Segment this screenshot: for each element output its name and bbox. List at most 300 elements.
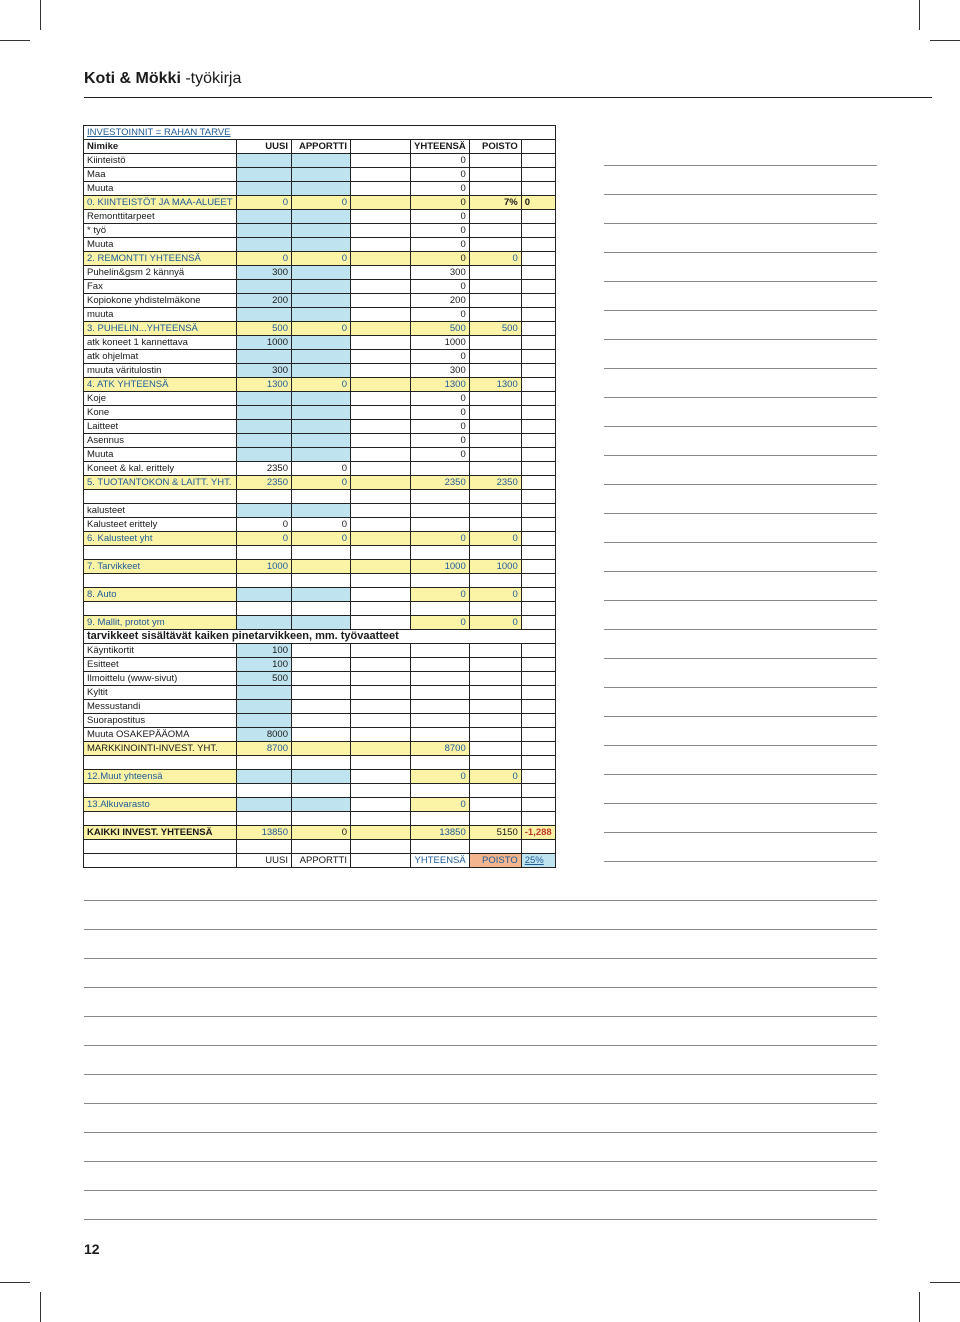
table-cell bbox=[411, 672, 470, 686]
table-row bbox=[84, 826, 556, 840]
table-cell bbox=[469, 238, 521, 252]
table-cell[interactable] bbox=[237, 238, 292, 252]
table-cell: Asennus bbox=[84, 434, 237, 448]
table-cell bbox=[292, 574, 351, 588]
table-cell: 0 bbox=[411, 420, 470, 434]
table-row bbox=[84, 378, 556, 392]
table-cell bbox=[411, 546, 470, 560]
table-row bbox=[84, 336, 556, 350]
table-cell: Muuta bbox=[84, 182, 237, 196]
table-cell[interactable] bbox=[237, 406, 292, 420]
table-cell bbox=[411, 504, 470, 518]
table-cell: 2350 bbox=[411, 476, 470, 490]
table-cell[interactable]: 100 bbox=[237, 644, 292, 658]
table-cell bbox=[469, 182, 521, 196]
table-cell: atk ohjelmat bbox=[84, 350, 237, 364]
table-cell[interactable] bbox=[237, 280, 292, 294]
table-cell[interactable] bbox=[237, 224, 292, 238]
table-cell bbox=[292, 490, 351, 504]
table-cell bbox=[351, 294, 411, 308]
writing-line bbox=[604, 832, 877, 833]
table-cell bbox=[84, 854, 237, 868]
table-cell: 0 bbox=[469, 588, 521, 602]
table-cell[interactable] bbox=[292, 588, 351, 602]
table-cell bbox=[292, 546, 351, 560]
table-cell[interactable] bbox=[292, 504, 351, 518]
crop-mark bbox=[919, 0, 920, 30]
table-cell bbox=[351, 742, 411, 756]
table-row bbox=[84, 210, 556, 224]
table-cell bbox=[469, 392, 521, 406]
table-row bbox=[84, 182, 556, 196]
table-cell bbox=[411, 462, 470, 476]
table-cell: 4. ATK YHTEENSÄ bbox=[84, 378, 237, 392]
table-cell bbox=[84, 602, 237, 616]
table-cell bbox=[351, 714, 411, 728]
table-cell bbox=[351, 476, 411, 490]
table-cell: 0 bbox=[411, 238, 470, 252]
table-cell[interactable] bbox=[292, 616, 351, 630]
writing-line bbox=[604, 542, 877, 543]
table-cell[interactable] bbox=[237, 420, 292, 434]
table-cell[interactable] bbox=[292, 182, 351, 196]
table-cell[interactable] bbox=[237, 350, 292, 364]
page-number: 12 bbox=[84, 1241, 100, 1257]
table-cell bbox=[521, 588, 555, 602]
table-cell bbox=[292, 728, 351, 742]
table-cell: 0 bbox=[411, 434, 470, 448]
table-cell bbox=[84, 574, 237, 588]
table-row bbox=[84, 756, 556, 770]
writing-line bbox=[604, 252, 877, 253]
writing-line bbox=[604, 600, 877, 601]
table-cell: 300 bbox=[411, 266, 470, 280]
table-cell[interactable] bbox=[237, 686, 292, 700]
table-cell[interactable] bbox=[292, 336, 351, 350]
writing-line bbox=[604, 165, 877, 166]
table-cell: 0 bbox=[411, 448, 470, 462]
table-cell[interactable] bbox=[237, 392, 292, 406]
table-cell: Kyltit bbox=[84, 686, 237, 700]
table-cell bbox=[351, 672, 411, 686]
writing-line bbox=[604, 194, 877, 195]
table-cell[interactable] bbox=[292, 420, 351, 434]
table-cell: 0 bbox=[292, 518, 351, 532]
table-cell bbox=[351, 140, 411, 154]
table-cell bbox=[351, 560, 411, 574]
table-row bbox=[84, 518, 556, 532]
table-cell: Nimike bbox=[84, 140, 237, 154]
writing-line bbox=[604, 629, 877, 630]
table-row bbox=[84, 644, 556, 658]
table-cell bbox=[521, 770, 555, 784]
table-cell bbox=[469, 602, 521, 616]
table-cell bbox=[84, 784, 237, 798]
table-cell[interactable] bbox=[237, 448, 292, 462]
table-cell: Kiinteistö bbox=[84, 154, 237, 168]
table-cell bbox=[469, 266, 521, 280]
table-cell: Ilmoittelu (www-sivut) bbox=[84, 672, 237, 686]
table-cell bbox=[351, 784, 411, 798]
table-cell: * työ bbox=[84, 224, 237, 238]
table-cell: Laitteet bbox=[84, 420, 237, 434]
table-cell: 1000 bbox=[411, 336, 470, 350]
writing-line bbox=[604, 803, 877, 804]
table-row bbox=[84, 252, 556, 266]
table-cell[interactable] bbox=[292, 238, 351, 252]
table-cell bbox=[521, 686, 555, 700]
table-cell: Muuta OSAKEPÄÄOMA bbox=[84, 728, 237, 742]
table-row bbox=[84, 434, 556, 448]
table-cell[interactable] bbox=[292, 406, 351, 420]
table-row bbox=[84, 714, 556, 728]
table-cell: 0 bbox=[521, 196, 555, 210]
table-cell bbox=[351, 546, 411, 560]
table-cell bbox=[411, 602, 470, 616]
table-row bbox=[84, 840, 556, 854]
table-cell: KAIKKI INVEST. YHTEENSÄ bbox=[84, 826, 237, 840]
table-cell bbox=[469, 420, 521, 434]
table-cell bbox=[351, 644, 411, 658]
table-cell bbox=[292, 756, 351, 770]
table-cell[interactable]: 500 bbox=[237, 672, 292, 686]
table-row bbox=[84, 238, 556, 252]
table-cell bbox=[237, 812, 292, 826]
table-cell: Esitteet bbox=[84, 658, 237, 672]
table-cell bbox=[351, 154, 411, 168]
table-cell bbox=[521, 728, 555, 742]
table-cell[interactable] bbox=[237, 616, 292, 630]
table-cell bbox=[351, 238, 411, 252]
table-cell: UUSI bbox=[237, 140, 292, 154]
table-cell bbox=[469, 728, 521, 742]
table-cell: 13.Alkuvarasto bbox=[84, 798, 237, 812]
table-cell bbox=[469, 700, 521, 714]
table-cell: Koneet & kal. erittely bbox=[84, 462, 237, 476]
table-cell: 0 bbox=[292, 252, 351, 266]
table-cell[interactable] bbox=[292, 224, 351, 238]
table-row bbox=[84, 560, 556, 574]
table-cell bbox=[469, 168, 521, 182]
crop-mark bbox=[40, 1292, 41, 1322]
table-cell bbox=[469, 406, 521, 420]
table-cell: 2350 bbox=[469, 476, 521, 490]
table-cell[interactable] bbox=[292, 280, 351, 294]
table-cell bbox=[521, 840, 555, 854]
table-cell: 0 bbox=[411, 588, 470, 602]
table-cell bbox=[521, 280, 555, 294]
table-cell bbox=[469, 784, 521, 798]
table-cell: 0 bbox=[411, 770, 470, 784]
table-cell[interactable] bbox=[237, 770, 292, 784]
table-cell bbox=[292, 644, 351, 658]
writing-line bbox=[84, 1219, 877, 1220]
table-cell: Suorapostitus bbox=[84, 714, 237, 728]
table-cell[interactable] bbox=[237, 714, 292, 728]
table-cell bbox=[469, 714, 521, 728]
table-cell bbox=[521, 798, 555, 812]
table-cell[interactable] bbox=[292, 448, 351, 462]
table-cell: Kalusteet erittely bbox=[84, 518, 237, 532]
table-cell bbox=[521, 224, 555, 238]
table-cell bbox=[521, 378, 555, 392]
table-cell[interactable] bbox=[237, 434, 292, 448]
writing-line bbox=[604, 571, 877, 572]
table-cell: Maa bbox=[84, 168, 237, 182]
writing-line bbox=[604, 368, 877, 369]
table-cell[interactable]: 300 bbox=[237, 364, 292, 378]
table-cell: 0 bbox=[411, 392, 470, 406]
table-cell[interactable] bbox=[237, 308, 292, 322]
table-cell bbox=[351, 826, 411, 840]
table-cell bbox=[469, 294, 521, 308]
table-cell bbox=[292, 840, 351, 854]
table-cell bbox=[521, 322, 555, 336]
writing-line bbox=[84, 900, 877, 901]
table-cell bbox=[521, 476, 555, 490]
table-row bbox=[84, 308, 556, 322]
table-cell[interactable] bbox=[292, 210, 351, 224]
table-cell bbox=[351, 280, 411, 294]
table-cell bbox=[351, 406, 411, 420]
table-cell bbox=[351, 336, 411, 350]
table-cell: Muuta bbox=[84, 448, 237, 462]
table-cell bbox=[292, 658, 351, 672]
table-cell: 0 bbox=[292, 322, 351, 336]
writing-line bbox=[84, 1190, 877, 1191]
writing-line bbox=[604, 745, 877, 746]
table-cell: 0 bbox=[237, 532, 292, 546]
table-cell[interactable] bbox=[292, 350, 351, 364]
table-cell bbox=[292, 672, 351, 686]
table-cell bbox=[84, 840, 237, 854]
table-row bbox=[84, 616, 556, 630]
table-row bbox=[84, 350, 556, 364]
table-cell bbox=[411, 840, 470, 854]
table-cell[interactable]: 200 bbox=[237, 294, 292, 308]
table-cell bbox=[521, 462, 555, 476]
table-cell: 8. Auto bbox=[84, 588, 237, 602]
table-row bbox=[84, 672, 556, 686]
table-cell bbox=[469, 518, 521, 532]
table-cell: 0 bbox=[469, 532, 521, 546]
writing-line bbox=[84, 987, 877, 988]
title-rule bbox=[84, 97, 932, 98]
writing-line bbox=[604, 484, 877, 485]
table-cell: 0 bbox=[411, 196, 470, 210]
table-cell[interactable]: 25% bbox=[521, 854, 555, 868]
table-cell bbox=[469, 280, 521, 294]
table-cell: APPORTTI bbox=[292, 140, 351, 154]
table-cell[interactable] bbox=[292, 266, 351, 280]
table-cell: 5150 bbox=[469, 826, 521, 840]
table-cell bbox=[521, 294, 555, 308]
table-cell bbox=[469, 462, 521, 476]
table-cell bbox=[237, 602, 292, 616]
table-cell[interactable]: 300 bbox=[237, 266, 292, 280]
table-cell bbox=[469, 504, 521, 518]
table-cell[interactable]: 100 bbox=[237, 658, 292, 672]
table-cell bbox=[469, 672, 521, 686]
table-cell[interactable] bbox=[237, 168, 292, 182]
table-cell bbox=[351, 728, 411, 742]
table-cell[interactable] bbox=[292, 770, 351, 784]
table-cell bbox=[351, 462, 411, 476]
table-cell bbox=[292, 602, 351, 616]
table-cell: 500 bbox=[237, 322, 292, 336]
table-row bbox=[84, 294, 556, 308]
table-row bbox=[84, 168, 556, 182]
table-cell: 0 bbox=[411, 168, 470, 182]
writing-line bbox=[604, 397, 877, 398]
table-cell: 0 bbox=[411, 798, 470, 812]
note-text: tarvikkeet sisältävät kaiken pinetarvikkeen, mm. työvaatteet bbox=[84, 630, 556, 644]
table-cell: Koje bbox=[84, 392, 237, 406]
writing-line bbox=[604, 687, 877, 688]
table-row bbox=[84, 854, 556, 868]
table-cell bbox=[351, 182, 411, 196]
table-cell bbox=[521, 644, 555, 658]
table-row bbox=[84, 490, 556, 504]
table-cell: 0 bbox=[411, 210, 470, 224]
table-cell bbox=[521, 812, 555, 826]
table-cell: 0 bbox=[411, 280, 470, 294]
table-cell bbox=[351, 840, 411, 854]
table-row bbox=[84, 588, 556, 602]
table-cell bbox=[411, 644, 470, 658]
table-cell bbox=[351, 308, 411, 322]
note-row bbox=[84, 630, 556, 644]
writing-line bbox=[84, 1016, 877, 1017]
table-row bbox=[84, 574, 556, 588]
table-cell bbox=[351, 798, 411, 812]
sheet-heading: INVESTOINNIT = RAHAN TARVE bbox=[84, 126, 556, 140]
table-cell bbox=[521, 364, 555, 378]
table-cell: 9. Mallit, protot ym bbox=[84, 616, 237, 630]
table-row bbox=[84, 154, 556, 168]
table-cell bbox=[84, 490, 237, 504]
table-cell[interactable] bbox=[237, 798, 292, 812]
table-cell: UUSI bbox=[237, 854, 292, 868]
table-cell bbox=[469, 686, 521, 700]
table-cell: 1000 bbox=[469, 560, 521, 574]
table-cell: 0 bbox=[469, 770, 521, 784]
writing-line bbox=[604, 455, 877, 456]
table-row bbox=[84, 812, 556, 826]
table-cell: 0 bbox=[469, 252, 521, 266]
table-cell: 0 bbox=[292, 196, 351, 210]
writing-line bbox=[84, 1161, 877, 1162]
table-cell: 8700 bbox=[411, 742, 470, 756]
table-cell bbox=[521, 238, 555, 252]
table-cell bbox=[237, 490, 292, 504]
table-row bbox=[84, 700, 556, 714]
table-cell[interactable] bbox=[292, 168, 351, 182]
table-row bbox=[84, 448, 556, 462]
table-cell bbox=[351, 812, 411, 826]
investment-sheet bbox=[83, 125, 556, 868]
writing-line bbox=[84, 1045, 877, 1046]
table-cell: Puhelin&gsm 2 kännyä bbox=[84, 266, 237, 280]
table-cell[interactable]: 8000 bbox=[237, 728, 292, 742]
table-cell: 0 bbox=[292, 378, 351, 392]
table-cell bbox=[351, 392, 411, 406]
table-cell: 2. REMONTTI YHTEENSÄ bbox=[84, 252, 237, 266]
table-cell bbox=[469, 448, 521, 462]
table-cell: 0 bbox=[411, 224, 470, 238]
table-cell[interactable] bbox=[292, 308, 351, 322]
table-cell bbox=[351, 686, 411, 700]
writing-line bbox=[84, 1132, 877, 1133]
table-cell bbox=[469, 840, 521, 854]
table-cell[interactable] bbox=[292, 434, 351, 448]
table-cell bbox=[469, 742, 521, 756]
writing-line bbox=[604, 426, 877, 427]
page-title: Koti & Mökki -työkirja bbox=[84, 70, 242, 87]
table-cell[interactable] bbox=[237, 504, 292, 518]
table-cell: 3. PUHELIN...YHTEENSÄ bbox=[84, 322, 237, 336]
table-cell[interactable] bbox=[292, 154, 351, 168]
table-cell bbox=[411, 700, 470, 714]
table-cell bbox=[521, 518, 555, 532]
table-cell bbox=[237, 784, 292, 798]
table-row bbox=[84, 280, 556, 294]
table-cell: 0 bbox=[411, 532, 470, 546]
table-cell bbox=[351, 434, 411, 448]
table-cell bbox=[351, 252, 411, 266]
table-cell bbox=[292, 700, 351, 714]
table-cell bbox=[521, 714, 555, 728]
table-cell[interactable]: 1000 bbox=[237, 336, 292, 350]
table-cell bbox=[411, 812, 470, 826]
table-cell bbox=[469, 434, 521, 448]
table-row bbox=[84, 196, 556, 210]
table-cell: 13850 bbox=[411, 826, 470, 840]
table-cell bbox=[237, 840, 292, 854]
table-cell[interactable] bbox=[292, 364, 351, 378]
writing-line bbox=[604, 339, 877, 340]
table-cell: 12.Muut yhteensä bbox=[84, 770, 237, 784]
table-cell: Kopiokone yhdistelmäkone bbox=[84, 294, 237, 308]
table-cell[interactable] bbox=[292, 294, 351, 308]
table-cell bbox=[351, 196, 411, 210]
table-cell: 500 bbox=[469, 322, 521, 336]
table-cell[interactable] bbox=[237, 210, 292, 224]
crop-mark bbox=[930, 40, 960, 41]
table-cell: atk koneet 1 kannettava bbox=[84, 336, 237, 350]
table-cell bbox=[469, 336, 521, 350]
table-cell[interactable] bbox=[292, 392, 351, 406]
table-cell bbox=[292, 742, 351, 756]
table-cell bbox=[292, 784, 351, 798]
table-cell bbox=[84, 756, 237, 770]
table-cell bbox=[351, 322, 411, 336]
table-row bbox=[84, 686, 556, 700]
table-cell bbox=[521, 210, 555, 224]
table-cell[interactable] bbox=[292, 798, 351, 812]
table-cell bbox=[351, 700, 411, 714]
table-cell bbox=[521, 392, 555, 406]
table-cell[interactable] bbox=[237, 588, 292, 602]
table-cell[interactable] bbox=[237, 182, 292, 196]
table-row bbox=[84, 546, 556, 560]
table-cell[interactable] bbox=[237, 700, 292, 714]
table-cell: Käyntikortit bbox=[84, 644, 237, 658]
table-cell bbox=[411, 574, 470, 588]
table-cell[interactable] bbox=[237, 154, 292, 168]
table-cell: 0 bbox=[237, 518, 292, 532]
table-cell bbox=[292, 812, 351, 826]
